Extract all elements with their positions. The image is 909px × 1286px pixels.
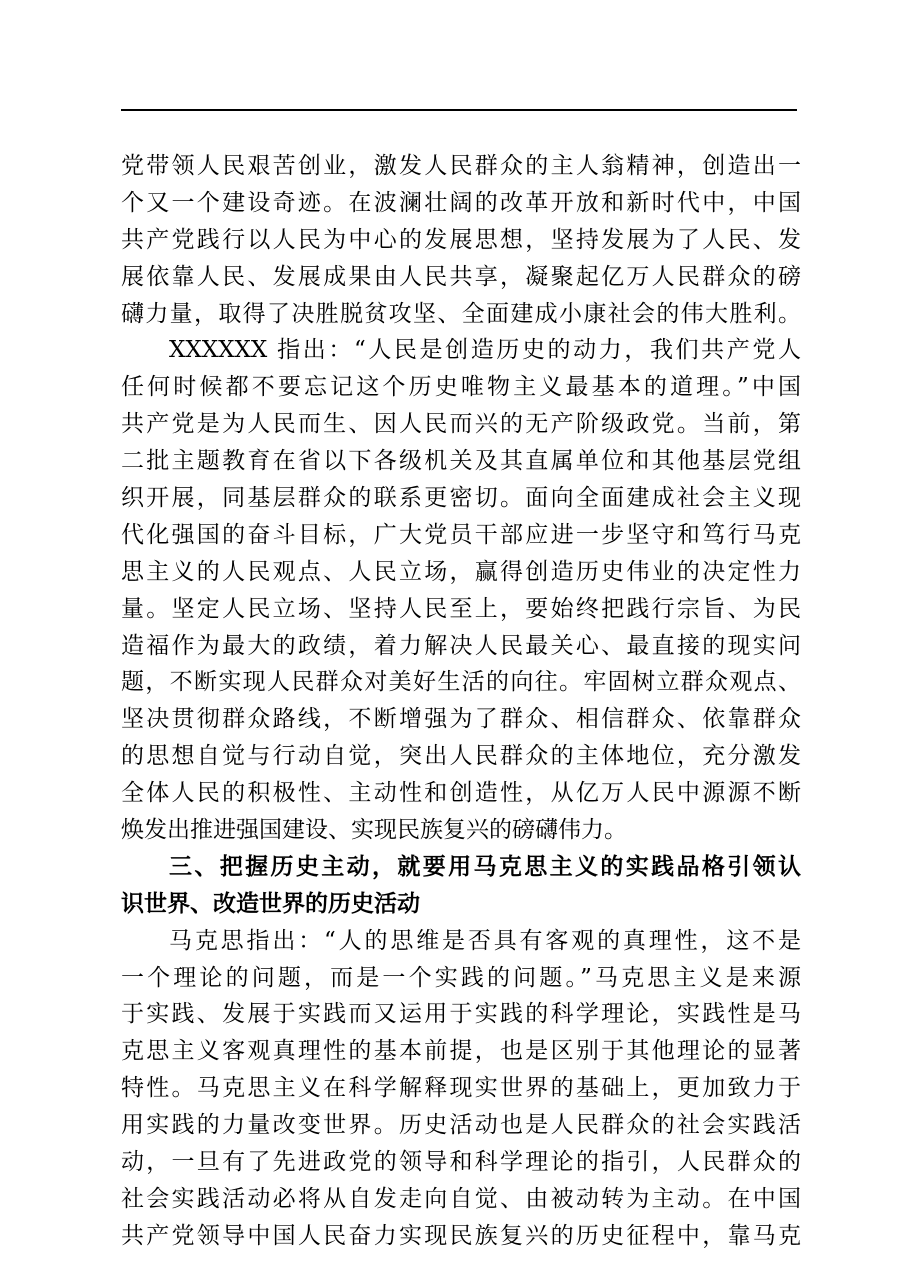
text-line: 共产党践行以人民为中心的发展思想，坚持发展为了人民、发 — [121, 226, 801, 253]
text-line: 动，一旦有了先进政党的领导和科学理论的指引，人民群众的 — [121, 1149, 801, 1176]
text-line: 一个理论的问题，而是一个实践的问题。”马克思主义是来源 — [121, 964, 801, 991]
text-line: 展依靠人民、发展成果由人民共享，凝聚起亿万人民群众的磅 — [121, 263, 801, 290]
text-line: 共产党领导中国人民奋力实现民族复兴的历史征程中，靠马克 — [121, 1222, 801, 1249]
text-line: 造福作为最大的政绩，着力解决人民最关心、最直接的现实问 — [121, 632, 801, 659]
text-line: 的思想自觉与行动自觉，突出人民群众的主体地位，充分激发 — [121, 743, 801, 770]
section-heading: 识世界、改造世界的历史活动 — [121, 890, 420, 917]
text-line: 于实践、发展于实践而又运用于实践的科学理论，实践性是马 — [121, 1001, 801, 1028]
text-line: 织开展，同基层群众的联系更密切。面向全面建成社会主义现 — [121, 485, 801, 512]
text-line: 党带领人民艰苦创业，激发人民群众的主人翁精神，创造出一 — [121, 153, 801, 179]
text-line: 特性。马克思主义在科学解释现实世界的基础上，更加致力于 — [121, 1075, 801, 1102]
text-line: 量。坚定人民立场、坚持人民至上，要始终把践行宗旨、为民 — [121, 595, 801, 622]
text-line: 题，不断实现人民群众对美好生活的向往。牢固树立群众观点、 — [121, 669, 801, 696]
text-line: 社会实践活动必将从自发走向自觉、由被动转为主动。在中国 — [121, 1185, 801, 1212]
text-line: 共产党是为人民而生、因人民而兴的无产阶级政党。当前，第 — [121, 411, 801, 438]
text-line: 马克思指出：“人的思维是否具有客观的真理性，这不是 — [169, 927, 801, 954]
text-line: 全体人民的积极性、主动性和创造性，从亿万人民中源源不断 — [121, 780, 801, 807]
text-line: 礴力量，取得了决胜脱贫攻坚、全面建成小康社会的伟大胜利。 — [121, 300, 801, 327]
text-line: 用实践的力量改变世界。历史活动也是人民群众的社会实践活 — [121, 1112, 801, 1139]
text-line: 任何时候都不要忘记这个历史唯物主义最基本的道理。”中国 — [121, 374, 801, 401]
section-heading: 三、把握历史主动，就要用马克思主义的实践品格引领认 — [169, 853, 801, 880]
text-line: 焕发出推进强国建设、实现民族复兴的磅礴伟力。 — [121, 817, 627, 844]
text-line: 思主义的人民观点、人民立场，赢得创造历史伟业的决定性力 — [121, 558, 801, 585]
header-rule — [121, 109, 797, 111]
text-line: 个又一个建设奇迹。在波澜壮阔的改革开放和新时代中，中国 — [121, 189, 801, 216]
text-line: 克思主义客观真理性的基本前提，也是区别于其他理论的显著 — [121, 1038, 801, 1065]
text-line: 坚决贯彻群众路线，不断增强为了群众、相信群众、依靠群众 — [121, 706, 801, 733]
text-line: 二批主题教育在省以下各级机关及其直属单位和其他基层党组 — [121, 448, 801, 475]
text-line: XXXXXX 指出：“人民是创造历史的动力，我们共产党人 — [169, 337, 801, 364]
text-line: 代化强国的奋斗目标，广大党员干部应进一步坚守和笃行马克 — [121, 521, 801, 548]
body-text — [121, 148, 801, 1255]
